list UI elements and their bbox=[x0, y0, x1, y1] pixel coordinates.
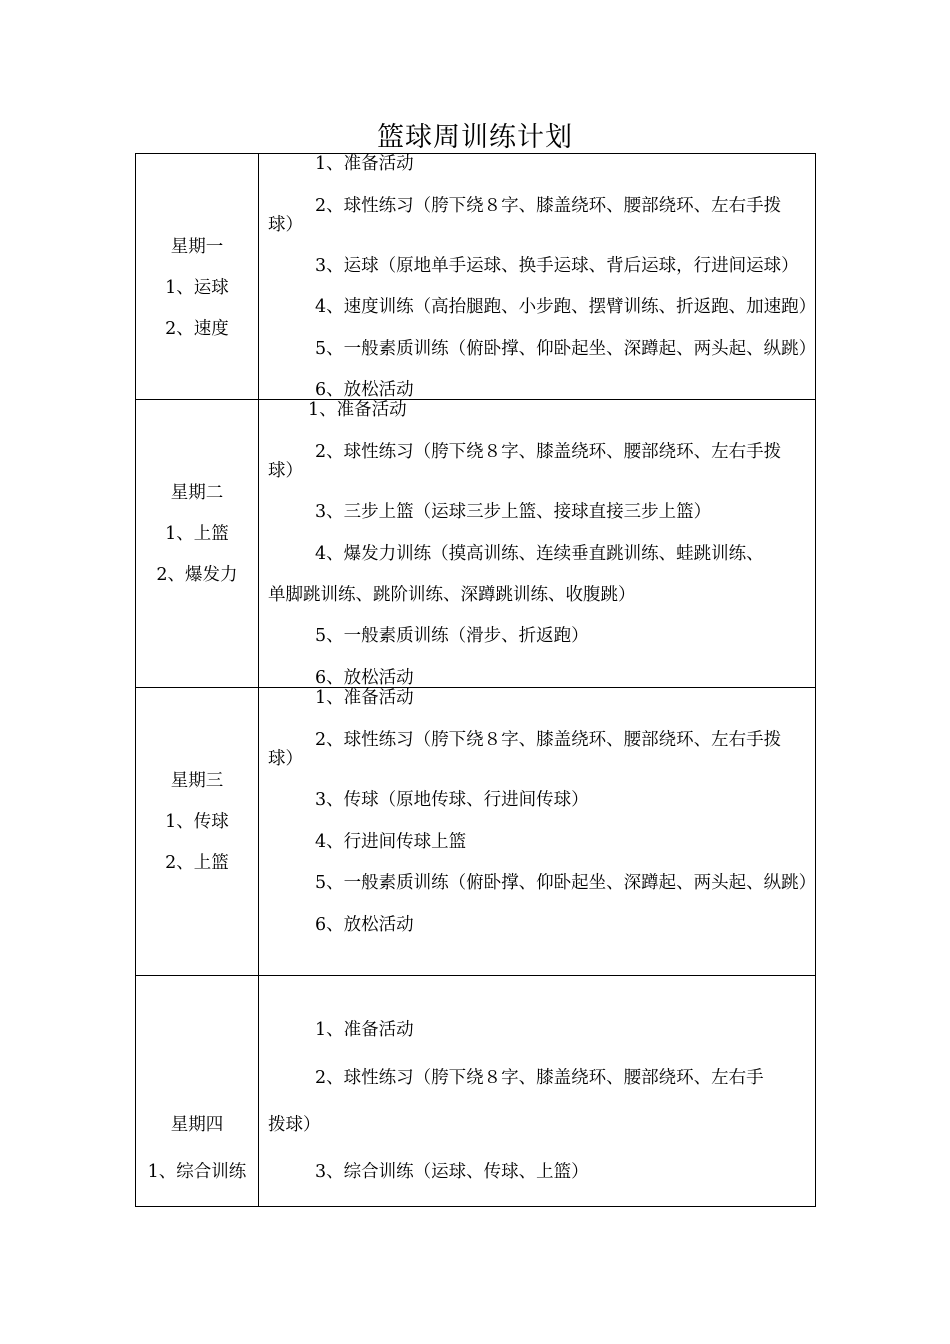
plan-item: 5、一般素质训练（俯卧撑、仰卧起坐、深蹲起、两头起、纵跳） bbox=[315, 339, 817, 359]
row-divider bbox=[135, 975, 816, 976]
day-topic: 2、速度 bbox=[165, 319, 229, 339]
plan-item: 2、球性练习（胯下绕８字、膝盖绕环、腰部绕环、左右手拨 bbox=[315, 442, 782, 462]
day-label: 星期四 bbox=[170, 1115, 224, 1135]
day-topic: 2、爆发力 bbox=[156, 565, 238, 585]
table-column-divider bbox=[258, 153, 259, 1207]
plan-item: 6、放松活动 bbox=[315, 915, 414, 935]
plan-item-continuation: 球） bbox=[268, 749, 303, 769]
day-label: 星期一 bbox=[170, 237, 224, 257]
plan-item: 4、行进间传球上篮 bbox=[315, 832, 467, 852]
day-cell bbox=[136, 237, 258, 360]
plan-item: 3、综合训练（运球、传球、上篮） bbox=[315, 1162, 589, 1182]
day-topic: 1、综合训练 bbox=[147, 1162, 247, 1182]
day-topic: 2、上篮 bbox=[165, 853, 229, 873]
plan-item: 6、放松活动 bbox=[315, 380, 414, 400]
plan-item: 4、爆发力训练（摸高训练、连续垂直跳训练、蛙跳训练、 bbox=[315, 544, 764, 564]
day-label: 星期二 bbox=[170, 483, 224, 503]
plan-item: 5、一般素质训练（滑步、折返跑） bbox=[315, 626, 589, 646]
table-border-top bbox=[135, 153, 816, 154]
plan-item: 1、准备活动 bbox=[315, 154, 414, 174]
plan-item-continuation: 球） bbox=[268, 461, 303, 481]
plan-item-continuation: 拨球） bbox=[268, 1115, 321, 1135]
plan-item: 5、一般素质训练（俯卧撑、仰卧起坐、深蹲起、两头起、纵跳） bbox=[315, 873, 817, 893]
plan-item: 4、速度训练（高抬腿跑、小步跑、摆臂训练、折返跑、加速跑） bbox=[315, 297, 817, 317]
plan-item: 1、准备活动 bbox=[315, 688, 414, 708]
plan-item: 2、球性练习（胯下绕８字、膝盖绕环、腰部绕环、左右手 bbox=[315, 1068, 764, 1088]
day-topic: 1、传球 bbox=[165, 812, 229, 832]
day-label: 星期三 bbox=[170, 771, 224, 791]
row-divider bbox=[135, 687, 816, 688]
plan-item: 2、球性练习（胯下绕８字、膝盖绕环、腰部绕环、左右手拨 bbox=[315, 196, 782, 216]
day-topic: 1、运球 bbox=[165, 278, 229, 298]
row-divider bbox=[135, 399, 816, 400]
day-cell bbox=[136, 483, 258, 606]
plan-item: 3、传球（原地传球、行进间传球） bbox=[315, 790, 589, 810]
day-cell bbox=[136, 1114, 258, 1208]
plan-item: 2、球性练习（胯下绕８字、膝盖绕环、腰部绕环、左右手拨 bbox=[315, 730, 782, 750]
plan-item: 3、运球（原地单手运球、换手运球、背后运球，行进间运球） bbox=[315, 256, 799, 276]
day-topic: 1、上篮 bbox=[165, 524, 229, 544]
plan-item: 3、三步上篮（运球三步上篮、接球直接三步上篮） bbox=[315, 502, 712, 522]
plan-item: 6、放松活动 bbox=[315, 668, 414, 688]
plan-item-continuation: 单脚跳训练、跳阶训练、深蹲跳训练、收腹跳） bbox=[268, 585, 636, 605]
plan-item: 1、准备活动 bbox=[315, 1020, 414, 1040]
plan-item-continuation: 球） bbox=[268, 215, 303, 235]
document-title: 篮球周训练计划 bbox=[377, 122, 573, 153]
plan-item: 1、准备活动 bbox=[308, 400, 407, 420]
day-cell bbox=[136, 771, 258, 894]
